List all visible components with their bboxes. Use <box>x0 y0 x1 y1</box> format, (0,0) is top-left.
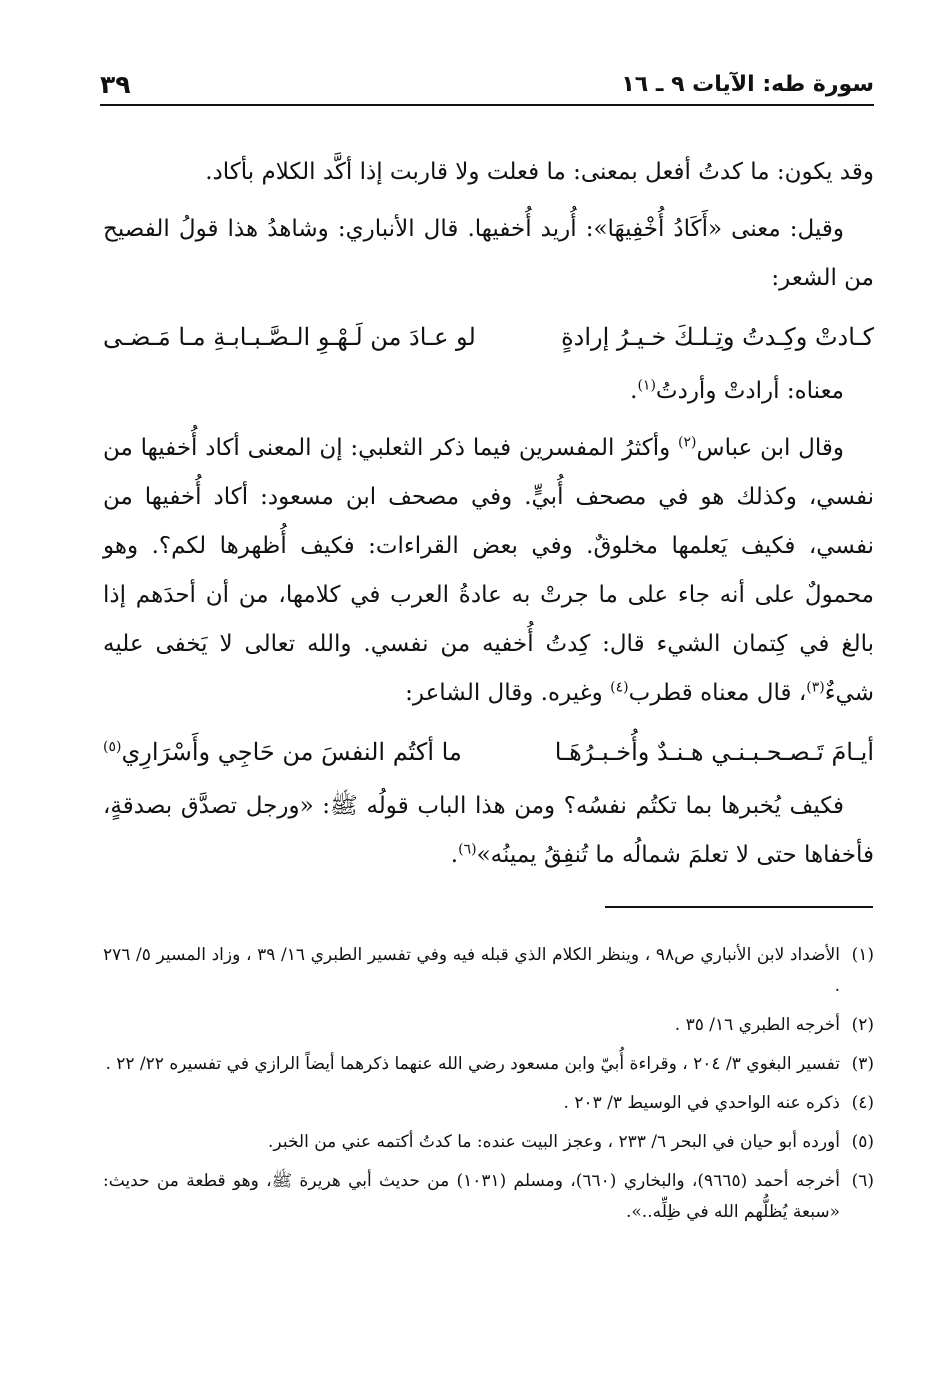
footnotes <box>103 940 874 1236</box>
verse-2-first-hemistich: أيـامَ تَـصـحـبـنـي هـنـدٌ وأُخـبـرُهَـا <box>554 738 874 766</box>
header-title: سورة طه: الآيات ٩ ـ ١٦ <box>621 72 874 97</box>
verse-2-second-text: ما أكتُم النفسَ من حَاجِي وأَسْرَارِي <box>121 738 462 766</box>
paragraph-3 <box>103 367 874 416</box>
paragraph-2: وقيل: معنى «أَكَادُ أُخْفِيهَا»: أُريد أُخفيها. قال الأنباري: وشاهدُ هذا قولُ الفصيح من الشعر: <box>103 216 874 291</box>
footnote-ref-6: (٦) <box>458 841 477 858</box>
footnote-text: ذكره عنه الواحدي في الوسيط ٣/ ٢٠٣ . <box>563 1093 840 1113</box>
paragraph-3-end: . <box>630 378 638 404</box>
paragraph-4 <box>103 424 874 718</box>
footnote-number: (٣) <box>851 1054 874 1074</box>
footnote-ref-4: (٤) <box>610 679 629 696</box>
footnote-number: (٦) <box>851 1171 874 1191</box>
footnote-ref-1: (١) <box>637 377 656 394</box>
header-divider <box>100 104 874 106</box>
paragraph-1: وقد يكون: ما كدتُ أفعل بمعنى: ما فعلت ولا قاربت إذا أكَّد الكلام بأكاد. <box>205 159 874 185</box>
footnote-ref-2: (٢) <box>678 434 697 451</box>
footnote-item <box>103 940 874 1002</box>
verse-1-first-hemistich: كـادتْ وكِـدتُ وتِـلـكَ خـيـرُ إرادةٍ <box>561 323 874 351</box>
paragraph-5 <box>103 782 874 880</box>
paragraph-4-a: وقال ابن عباس <box>696 435 845 461</box>
paragraph-4-d: وغيره. وقال الشاعر: <box>405 680 611 706</box>
footnote-item <box>103 1127 874 1158</box>
footnote-ref-3: (٣) <box>806 679 825 696</box>
footnote-item <box>103 1049 874 1080</box>
footnote-text: أورده أبو حيان في البحر ٦/ ٢٣٣ ، وعجز البيت عنده: ما كدتُ أكتمه عني من الخبر. <box>268 1132 840 1152</box>
main-text <box>103 148 874 888</box>
footnote-number: (٤) <box>851 1093 874 1113</box>
footnote-text: أخرجه أحمد (٩٦٦٥)، والبخاري (٦٦٠)، ومسلم (١٠٣١) من حديث أبي هريرة ﷺ، وهو قطعة من حديث: «سبعة يُظلُّهم الله في ظِلِّه..». <box>103 1171 841 1222</box>
footnote-text: أخرجه الطبري ١٦/ ٣٥ . <box>674 1015 840 1035</box>
paragraph-5-text: فكيف يُخبرها بما تكتُم نفسُه؟ ومن هذا الباب قولُه ﷺ: «ورجل تصدَّق بصدقةٍ، فأخفاها حتى لا تعلمَ شمالُه ما تُنفِقُ يمينُه» <box>103 793 874 868</box>
paragraph-5-end: . <box>450 842 459 868</box>
footnote-divider <box>605 906 873 908</box>
footnote-item <box>103 1010 874 1041</box>
footnote-text: تفسير البغوي ٣/ ٢٠٤ ، وقراءة أُبيّ وابن مسعود رضي الله عنهما ذكرهما أيضاً الرازي في تفسيره ٢٢/ ٢٢ . <box>105 1054 840 1074</box>
footnote-item <box>103 1088 874 1119</box>
verse-2 <box>103 726 874 778</box>
verse-2-second-hemistich <box>103 726 462 778</box>
paragraph-4-c: ، قال معناه قطرب <box>628 680 807 706</box>
footnote-number: (٢) <box>851 1015 874 1035</box>
verse-1 <box>103 311 874 363</box>
paragraph-3-text: معناه: أرادتْ وأردتُ <box>655 378 844 404</box>
running-header <box>100 68 874 104</box>
footnote-number: (٥) <box>851 1132 874 1152</box>
footnote-item <box>103 1166 874 1228</box>
footnote-number: (١) <box>851 945 874 965</box>
footnote-text: الأضداد لابن الأنباري ص٩٨ ، وينظر الكلام الذي قبله فيه وفي تفسير الطبري ١٦/ ٣٩ ، وزاد المسير ٥/ ٢٧٦ . <box>103 945 840 996</box>
paragraph-4-b: وأكثرُ المفسرين فيما ذكر الثعلبي: إن المعنى أكاد أُخفيها من نفسي، وكذلك هو في مصحف أُبيٍّ. وفي مصحف ابن مسعود: أكاد أُخفيها من نفسي، فكيف يَعلمها مخلوقٌ. وفي بعض القراءات: فكيف أُظهرها لكم؟. وهو محمولٌ على أنه جاء على ما جرتْ به عادةُ العرب في كلامها، من أن أحدَهم إذا بالغ في كِتمان الشيء قال: كِدتُ أُخفيه من نفسي. والله تعالى لا يَخفى عليه شيءٌ <box>103 435 874 706</box>
footnote-ref-5: (٥) <box>103 739 122 755</box>
verse-1-second-hemistich: لو عـادَ من لَـهْـوِ الـصَّـبـابـةِ مـا مَـضـى <box>103 323 476 351</box>
page-number: ٣٩ <box>100 70 131 99</box>
